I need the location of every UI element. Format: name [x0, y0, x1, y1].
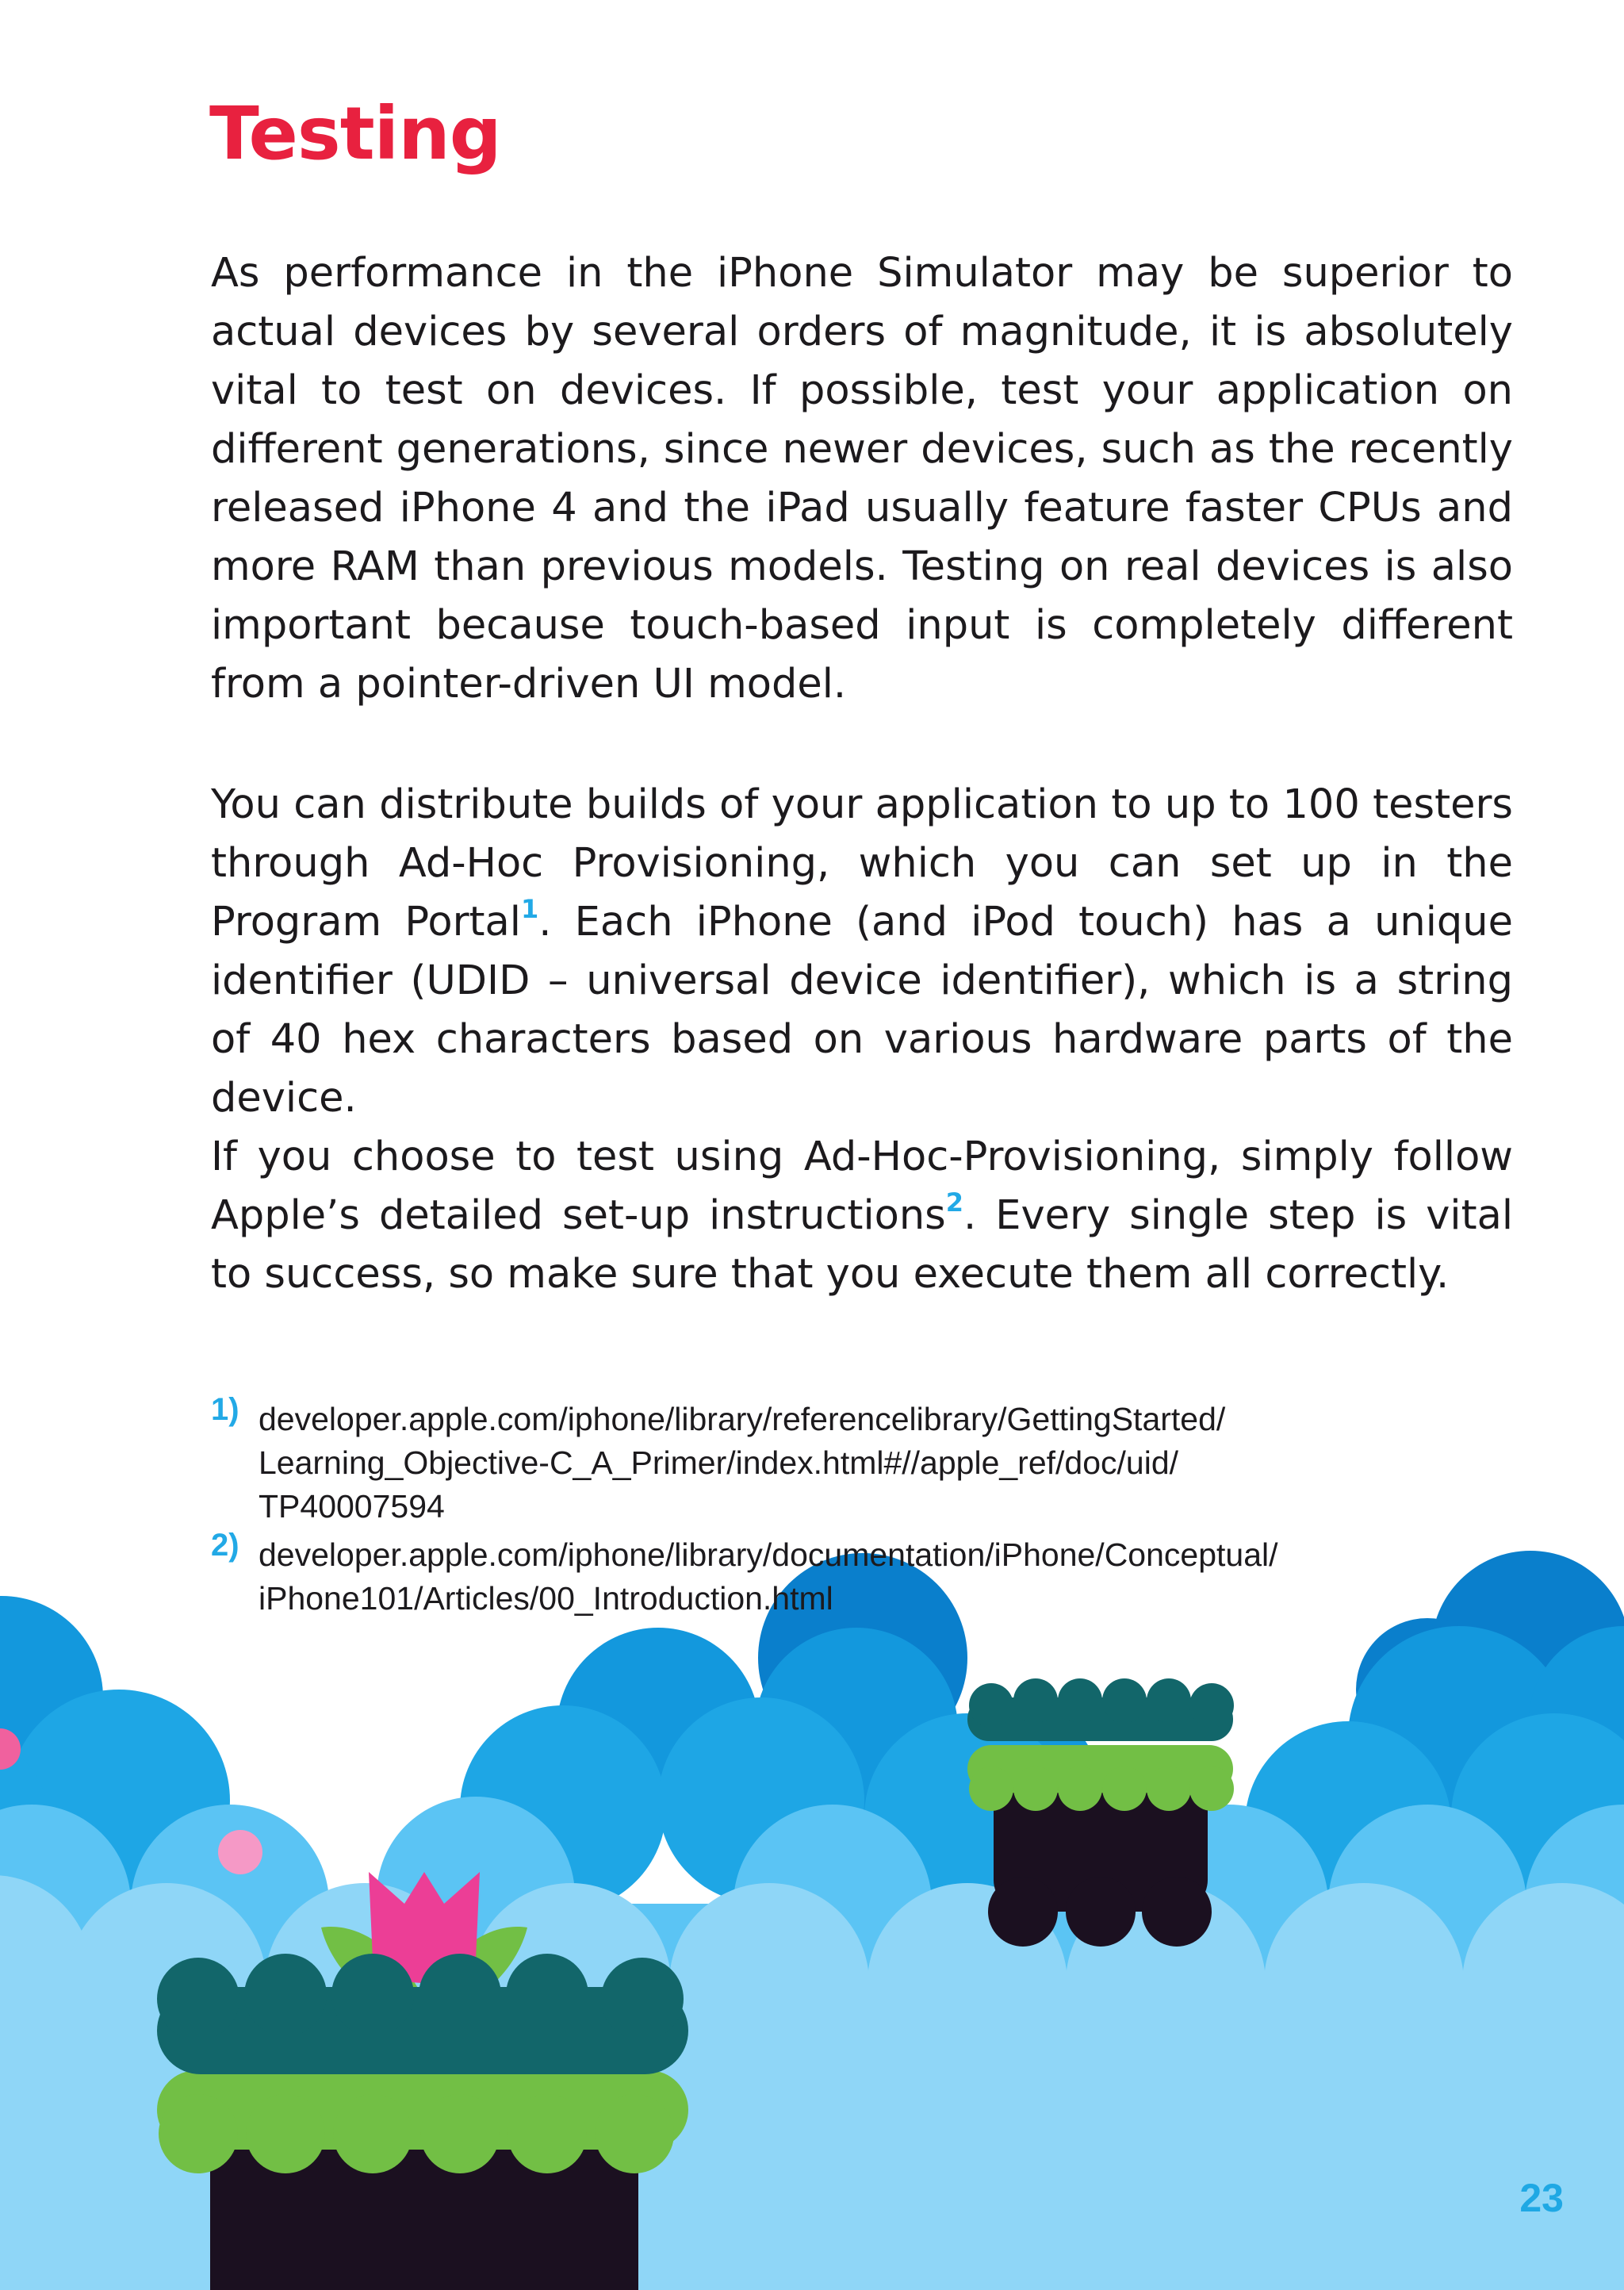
paragraph-3 [211, 1128, 1513, 1304]
paragraph-2-text-a: You can distribute builds of your application to up to 100 testers through Ad-Hoc Provisioning, which you can set up in the Program Portal [211, 781, 1513, 946]
footnote-link-2[interactable]: developer.apple.com/iphone/library/documentation/iPhone/Conceptual/ iPhone101/Articles/00_Introduction.html [259, 1536, 1278, 1617]
footnote-ref-2[interactable]: 2 [945, 1187, 964, 1218]
page-title: Testing [209, 91, 501, 176]
paragraph-2 [211, 776, 1513, 1128]
paragraph-2-text-b: . Each iPhone (and iPod touch) has a unique identifier (UDID – universal device identifier), which is a string of 40 hex characters based on various hardware parts of the device. [211, 899, 1513, 1122]
footnote-number-1: 1) [211, 1392, 239, 1427]
pink-dot [218, 1830, 262, 1874]
cartoon-landscape-illustration [0, 1531, 1624, 2290]
page-number: 23 [1519, 2176, 1564, 2220]
paragraph-3-text-b: . Every single step is vital to success, so make sure that you execute them all correctly. [211, 1192, 1513, 1298]
footnotes [211, 1392, 1559, 1625]
footnote-1 [211, 1392, 1559, 1529]
footnote-ref-1[interactable]: 1 [520, 894, 539, 924]
paragraph-1 [211, 244, 1513, 714]
footnote-number-2: 2) [211, 1528, 239, 1563]
floating-platform [967, 1678, 1234, 1947]
footnote-2 [211, 1528, 1559, 1621]
paragraph-1-text: As performance in the iPhone Simulator may be superior to actual devices by several orders of magnitude, it is absolutely vital to test on devices. If possible, test your application on different generations, since newer devices, such as the recently released iPhone 4 and the iPad usually feature faster CPUs and more RAM than previous models. Testing on real devices is also important because touch-based input is completely different from a pointer-driven UI model. [211, 250, 1513, 708]
paragraph-3-text-a: If you choose to test using Ad-Hoc-Provisioning, simply follow Apple’s detailed set-up instructions [211, 1133, 1513, 1239]
footnote-link-1[interactable]: developer.apple.com/iphone/library/referencelibrary/GettingStarted/ Learning_Objective-C_A_Primer/index.html#//apple_ref/doc/uid/ TP40007594 [259, 1401, 1226, 1525]
